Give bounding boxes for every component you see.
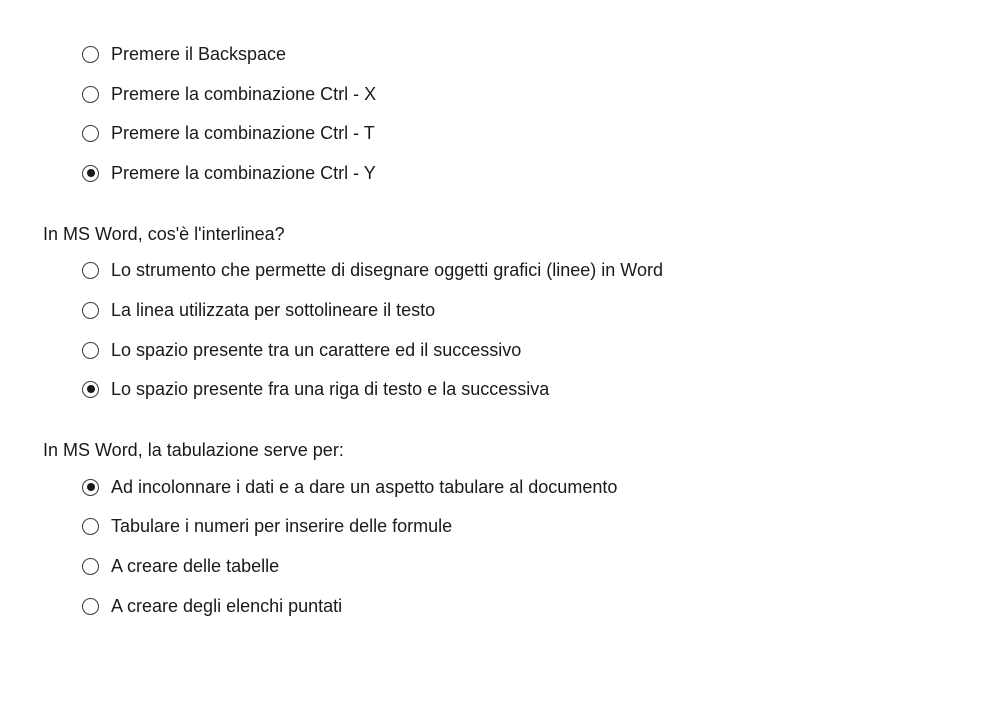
radio-button-checked[interactable] — [82, 165, 99, 182]
radio-button-unchecked[interactable] — [82, 86, 99, 103]
option-label: Lo spazio presente fra una riga di testo e la successiva — [111, 379, 550, 399]
q1-option-1[interactable] — [82, 43, 286, 65]
radio-button-unchecked[interactable] — [82, 125, 99, 142]
question-3-text: In MS Word, la tabulazione serve per: — [43, 440, 344, 460]
q2-option-3[interactable] — [82, 339, 521, 361]
option-label: Premere la combinazione Ctrl - T — [111, 123, 375, 143]
option-label: Tabulare i numeri per inserire delle formule — [111, 516, 453, 536]
option-label: Lo spazio presente tra un carattere ed il successivo — [111, 340, 522, 360]
q1-option-2[interactable] — [82, 83, 376, 105]
radio-button-unchecked[interactable] — [82, 558, 99, 575]
option-label: Lo strumento che permette di disegnare oggetti grafici (linee) in Word — [111, 260, 663, 280]
option-label: Premere la combinazione Ctrl - Y — [111, 163, 376, 183]
option-label: Ad incolonnare i dati e a dare un aspetto tabulare al documento — [111, 477, 618, 497]
q3-option-3[interactable] — [82, 555, 279, 577]
q2-option-1[interactable] — [82, 259, 663, 281]
option-label: La linea utilizzata per sottolineare il testo — [111, 300, 436, 320]
option-label: Premere la combinazione Ctrl - X — [111, 84, 377, 104]
q2-option-2[interactable] — [82, 299, 435, 321]
option-label: Premere il Backspace — [111, 44, 287, 64]
q1-option-3[interactable] — [82, 122, 375, 144]
radio-button-unchecked[interactable] — [82, 302, 99, 319]
option-label: A creare delle tabelle — [111, 556, 280, 576]
radio-button-unchecked[interactable] — [82, 46, 99, 63]
radio-button-checked[interactable] — [82, 479, 99, 496]
q1-option-4[interactable] — [82, 162, 376, 184]
radio-button-unchecked[interactable] — [82, 262, 99, 279]
radio-button-unchecked[interactable] — [82, 342, 99, 359]
q3-option-2[interactable] — [82, 515, 452, 537]
q2-option-4[interactable] — [82, 378, 549, 400]
option-label: A creare degli elenchi puntati — [111, 596, 343, 616]
radio-button-checked[interactable] — [82, 381, 99, 398]
radio-button-unchecked[interactable] — [82, 518, 99, 535]
q3-option-1[interactable] — [82, 476, 617, 498]
q3-option-4[interactable] — [82, 595, 342, 617]
radio-button-unchecked[interactable] — [82, 598, 99, 615]
question-2-text: In MS Word, cos'è l'interlinea? — [43, 224, 285, 244]
